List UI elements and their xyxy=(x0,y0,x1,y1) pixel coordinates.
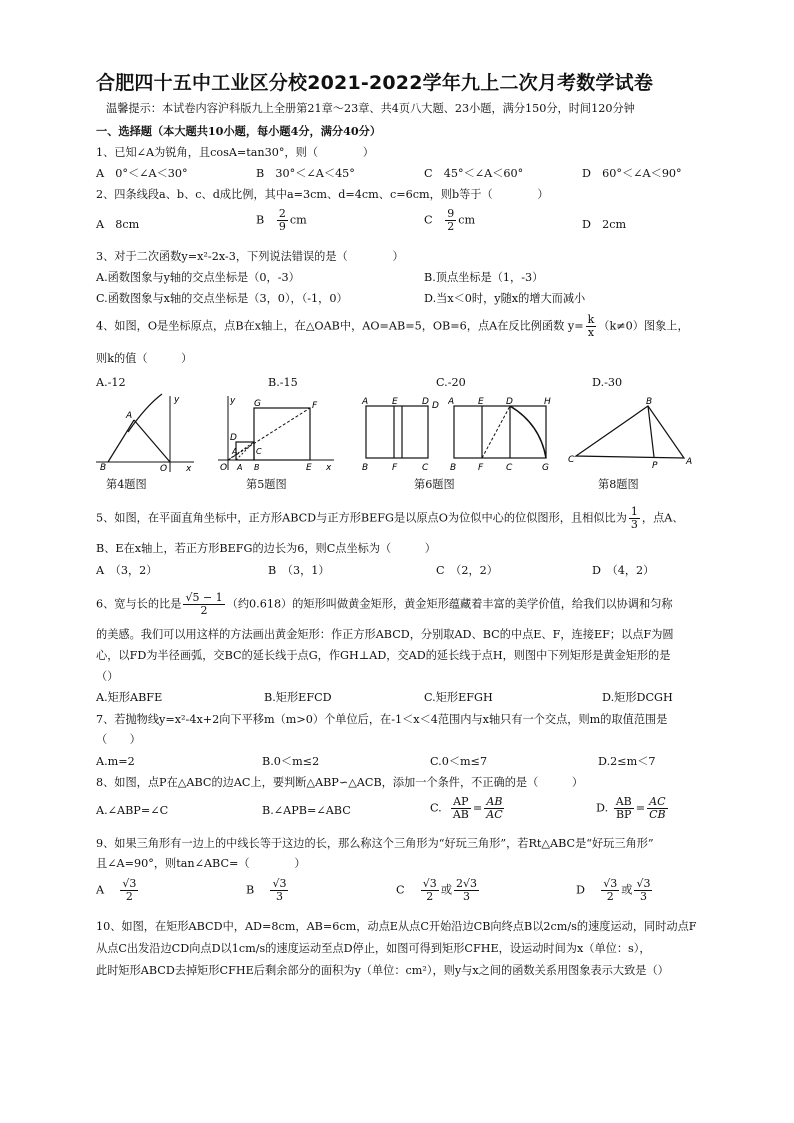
q9-option-c: C $\frac{√3}{2}$ 或 $\frac{2√3}{3}$ xyxy=(396,877,478,903)
q8-option-a: A.∠ABP=∠C xyxy=(96,804,169,817)
q6-option-c: C.矩形EFGH xyxy=(424,691,493,704)
svg-text:B: B xyxy=(646,397,653,407)
svg-text:G: G xyxy=(542,463,549,473)
svg-text:F: F xyxy=(312,401,318,411)
svg-text:x: x xyxy=(186,464,192,474)
svg-text:y: y xyxy=(174,395,180,405)
q8-option-d: D. $\frac{AB}{BP}$ = $\frac{AC}{CB}$ xyxy=(596,795,666,821)
svg-text:A: A xyxy=(232,447,238,456)
figure-q6-left xyxy=(356,394,440,474)
svg-text:A: A xyxy=(126,411,133,421)
q5-option-d: D （4，2） xyxy=(592,564,655,577)
svg-text:P: P xyxy=(652,461,658,470)
q10-line1: 10、如图，在矩形ABCD中，AD=8cm，AB=6cm，动点E从点C开始沿边CB向终点B以2cm/s的速度运动，同时动点F xyxy=(96,920,697,933)
q8-option-b: B.∠APB=∠ABC xyxy=(262,804,351,817)
page-title: 合肥四十五中工业区分校2021-2022学年九上二次月考数学试卷 xyxy=(96,72,654,94)
q9-option-d: D $\frac{√3}{2}$ 或 $\frac{√3}{3}$ xyxy=(576,877,651,903)
figure-q8 xyxy=(566,396,696,470)
svg-text:C: C xyxy=(568,455,575,465)
q6-option-a: A.矩形ABFE xyxy=(96,691,163,704)
q4-option-b: B.-15 xyxy=(268,376,298,389)
notice-text: 温馨提示：本试卷内容沪科版九上全册第21章～23章、共4页八大题、23小题，满分150分，时间120分钟 xyxy=(106,102,635,115)
q6-stem-line2: 的美感。我们可以用这样的方法画出黄金矩形：作正方形ABCD，分别取AD、BC的中点E、F，连接EF；以点F为圆 xyxy=(96,628,674,641)
q9-option-a: A $\frac{√3}{2}$ xyxy=(96,877,137,903)
q7-option-a: A.m=2 xyxy=(96,755,135,768)
q7-stem-line2: （ ） xyxy=(96,733,141,746)
q4-option-a: A.-12 xyxy=(96,376,126,389)
q2-stem: 2、四条线段a、b、c、d成比例，其中a=3cm、d=4cm、c=6cm，则b等于（ ） xyxy=(96,188,549,201)
svg-text:D: D xyxy=(432,401,439,411)
q7-option-d: D.2≤m＜7 xyxy=(598,755,656,768)
svg-text:A: A xyxy=(448,397,455,407)
q4-stem-line2: 则k的值（ ） xyxy=(96,352,193,365)
q5-option-b: B （3，1） xyxy=(268,564,330,577)
q10-line2: 从点C出发沿边CD向点D以1cm/s的速度运动至点D停止，如图可得到矩形CFHE，设运动时间为x（单位：s）， xyxy=(96,942,651,955)
q6-stem-line4: （） xyxy=(96,670,119,683)
figure-q5 xyxy=(216,394,340,474)
fig-label-4: 第4题图 xyxy=(106,478,147,491)
q5-option-c: C （2，2） xyxy=(436,564,498,577)
svg-text:D: D xyxy=(422,397,429,407)
q9-stem-line2: 且∠A=90°，则tan∠ABC=（ ） xyxy=(96,857,306,870)
figure-q6-right xyxy=(448,394,558,474)
svg-text:C: C xyxy=(506,463,513,473)
q3-option-d: D.当x＜0时，y随x的增大而减小 xyxy=(424,292,586,305)
svg-text:D: D xyxy=(506,397,513,407)
q1-option-d: D 60°＜∠A＜90° xyxy=(582,167,682,180)
q3-option-b: B.顶点坐标是（1，-3） xyxy=(424,271,544,284)
q4-option-d: D.-30 xyxy=(592,376,623,389)
q5-stem: 5、如图，在平面直角坐标中，正方形ABCD与正方形BEFG是以原点O为位似中心的位似图形，且相似比为 $\frac{1}{3}$ ，点A、 xyxy=(96,505,684,531)
q4-stem: 4、如图，O是坐标原点，点B在x轴上，在△OAB中，AO=AB=5，OB=6，点A在反比例函数 y= $\frac{k}{x}$ （k≠0）图象上， xyxy=(96,313,689,339)
q4-option-c: C.-20 xyxy=(436,376,466,389)
svg-text:B: B xyxy=(450,463,457,473)
q10-line3: 此时矩形ABCD去掉矩形CFHE后剩余部分的面积为y（单位：cm²），则y与x之间的函数关系用图象表示大致是（） xyxy=(96,964,669,977)
q5-option-a: A （3，2） xyxy=(96,564,158,577)
svg-text:H: H xyxy=(544,397,551,407)
figure-q4 xyxy=(94,392,200,474)
svg-text:E: E xyxy=(478,397,484,407)
svg-text:C: C xyxy=(422,463,429,473)
q1-option-a: A 0°＜∠A＜30° xyxy=(96,167,188,180)
q7-option-b: B.0＜m≤2 xyxy=(262,755,320,768)
q2-option-a: A 8cm xyxy=(96,218,140,231)
svg-text:B: B xyxy=(362,463,369,473)
svg-text:G: G xyxy=(254,399,261,409)
q8-option-c: C. $\frac{AP}{AB}$ = $\frac{AB}{AC}$ xyxy=(430,795,503,821)
q1-option-b: B 30°＜∠A＜45° xyxy=(256,167,355,180)
q3-stem: 3、对于二次函数y=x²-2x-3，下列说法错误的是（ ） xyxy=(96,250,404,263)
svg-text:O: O xyxy=(220,463,228,473)
svg-text:F: F xyxy=(392,463,398,473)
q6-option-b: B.矩形EFCD xyxy=(264,691,332,704)
fig-label-5: 第5题图 xyxy=(246,478,287,491)
svg-text:A: A xyxy=(362,397,369,407)
svg-text:B: B xyxy=(100,463,107,473)
svg-text:O: O xyxy=(160,464,168,474)
q2-option-c: C $\frac{9}{2}$ cm xyxy=(424,207,476,233)
q9-stem: 9、如果三角形有一边上的中线长等于这边的长，那么称这个三角形为“好玩三角形”，若Rt△ABC是“好玩三角形” xyxy=(96,837,654,850)
q3-option-a: A.函数图象与y轴的交点坐标是（0，-3） xyxy=(96,271,300,284)
q6-stem-line3: 心，以FD为半径画弧，交BC的延长线于点G，作GH⊥AD，交AD的延长线于点H，则图中下列矩形是黄金矩形的是 xyxy=(96,649,671,662)
q2-option-b: B $\frac{2}{9}$ cm xyxy=(256,207,307,233)
svg-text:E: E xyxy=(306,463,312,473)
svg-text:E: E xyxy=(392,397,398,407)
q7-stem: 7、若抛物线y=x²-4x+2向下平移m（m>0）个单位后，在-1＜x＜4范围内与x轴只有一个交点，则m的取值范围是 xyxy=(96,713,668,726)
svg-text:C: C xyxy=(256,447,262,456)
q1-stem: 1、已知∠A为锐角，且cosA=tan30°，则（ ） xyxy=(96,146,374,159)
section-heading: 一、选择题（本大题共10小题，每小题4分，满分40分） xyxy=(96,124,382,138)
q6-stem: 6、宽与长的比是 $\frac{√5 - 1}{2}$ （约0.618）的矩形叫做黄金矩形，黄金矩形蕴藏着丰富的美学价值，给我们以协调和匀称 xyxy=(96,591,673,617)
q8-stem: 8、如图，点P在△ABC的边AC上，要判断△ABP∽△ACB，添加一个条件，不正确的是（ ） xyxy=(96,776,584,789)
svg-text:A: A xyxy=(237,463,243,472)
q5-stem-line2: B、E在x轴上，若正方形BEFG的边长为6，则C点坐标为（ ） xyxy=(96,542,436,555)
q9-option-b: B $\frac{√3}{3}$ xyxy=(246,877,287,903)
q7-option-c: C.0＜m≤7 xyxy=(430,755,488,768)
svg-text:y: y xyxy=(230,396,236,406)
svg-text:F: F xyxy=(478,463,484,473)
q2-option-d: D 2cm xyxy=(582,218,627,231)
q6-option-d: D.矩形DCGH xyxy=(602,691,673,704)
svg-text:B: B xyxy=(254,463,260,472)
q1-option-c: C 45°＜∠A＜60° xyxy=(424,167,524,180)
svg-text:x: x xyxy=(326,463,332,473)
svg-text:A: A xyxy=(686,457,693,467)
fig-label-6: 第6题图 xyxy=(414,478,455,491)
svg-text:D: D xyxy=(230,433,237,443)
fig-label-8: 第8题图 xyxy=(598,478,639,491)
q3-option-c: C.函数图象与x轴的交点坐标是（3，0），（-1，0） xyxy=(96,292,348,305)
